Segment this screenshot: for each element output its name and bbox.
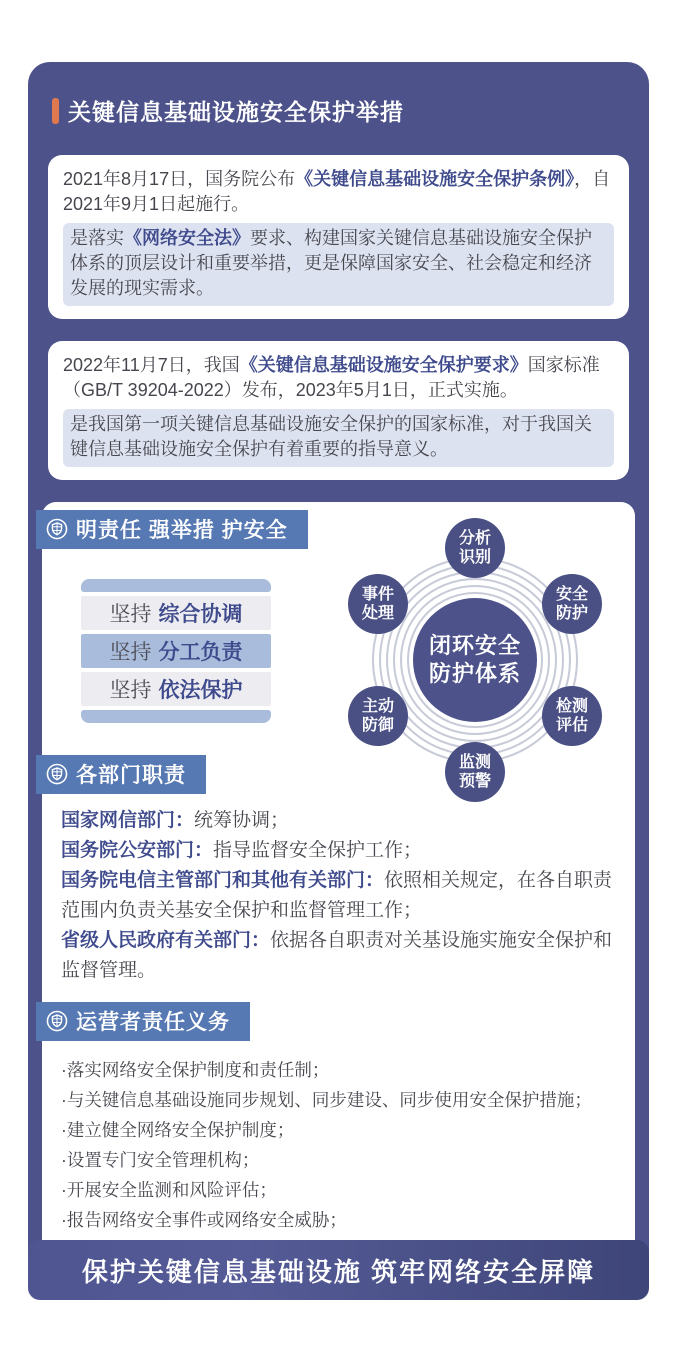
text-segment: 国家标准（GB/T 39204-2022）发布，2023年5月1日，正式实施。 [63,355,600,400]
standard-2022-card [48,341,629,480]
text-segment: 2021年8月17日，国务院公布 [63,169,296,189]
diagram-center-line: 防护体系 [428,661,521,686]
standard-title-text: 《关键信息基础设施安全保护要求》 [239,355,528,375]
duties-list [61,806,616,986]
regulation-2021-card [48,155,629,319]
node-line: 事件 [361,586,394,603]
principle-item [81,596,271,630]
obligation-item: ·建立健全网络安全保护制度； [61,1120,295,1140]
title-accent-bar [52,98,59,124]
poster-card [28,62,649,1297]
node-line: 监测 [458,754,491,771]
node-line: 预警 [458,773,491,790]
poster-header [52,94,629,127]
obligations-section [61,986,616,1265]
principle-prefix: 坚持 [109,603,152,626]
section-banner-obligations [36,1002,250,1041]
principle-label: 依法保护 [158,679,243,702]
section-banner-principles [36,510,308,549]
section-title: 运营者责任义务 [76,1011,230,1034]
section-title: 各部门职责 [76,764,186,787]
duty-item [61,926,616,986]
section-title: 明责任 强举措 护安全 [76,519,288,542]
node-line: 评估 [555,717,588,734]
obligation-item: ·与关键信息基础设施同步规划、同步建设、同步使用安全保护措施； [61,1090,592,1110]
duty-description: 依照相关规定，在各自职责范围内负责关基安全保护和监督管理工作； [61,870,613,921]
pills-top-bar [81,579,271,592]
diagram-node-monitor [445,742,505,802]
principle-label: 分工负责 [158,641,243,664]
node-line: 防御 [361,717,394,734]
text-segment: 2022年11月7日，我国 [63,355,240,375]
node-line: 检测 [555,698,588,715]
section-banner-duties [36,755,206,794]
shield-icon [46,518,68,540]
node-line: 防护 [555,605,588,622]
node-line: 主动 [361,698,394,715]
duty-description: 统筹协调； [194,810,290,831]
node-line: 安全 [555,586,588,603]
standard-2022-highlight [63,409,614,467]
diagram-node-analyze [445,518,505,578]
duty-department: 国务院电信主管部门和其他有关部门： [61,870,385,891]
duty-item [61,866,616,926]
obligations-list [61,1055,616,1265]
shield-icon [46,763,68,785]
standard-2022-text [63,353,614,403]
node-line: 分析 [458,530,491,547]
text-segment: 是我国第一项关键信息基础设施安全保护的国家标准，对于我国关键信息基础设施安全保护有着重要的指导意义。 [70,414,592,459]
principle-prefix: 坚持 [109,679,152,702]
principle-item [81,672,271,706]
page-title: 关键信息基础设施安全保护举措 [68,99,404,125]
regulation-2021-text [63,167,614,217]
text-segment: 是落实 [70,228,124,248]
duty-item [61,836,616,866]
law-title-text: 《网络安全法》 [124,228,250,248]
text-segment: ，自2021年9月1日起施行。 [63,169,611,214]
diagram-center [413,598,537,722]
obligation-item: ·落实网络安全保护制度和责任制； [61,1060,330,1080]
diagram-node-evaluate [542,686,602,746]
shield-icon [46,1010,68,1032]
diagram-node-incident [348,574,408,634]
duty-department: 国务院公安部门： [61,840,214,861]
obligation-item: ·报告网络安全事件或网络安全威胁； [61,1210,347,1230]
diagram-node-protect [542,574,602,634]
footer-slogan-bar [28,1240,649,1300]
footer-slogan: 保护关键信息基础设施 筑牢网络安全屏障 [81,1256,596,1287]
duty-department: 国家网信部门： [61,810,195,831]
closed-loop-diagram [325,510,625,810]
duty-department: 省级人民政府有关部门： [61,930,271,951]
law-title-text: 《关键信息基础设施安全保护条例》 [295,169,575,189]
obligation-item: ·开展安全监测和风险评估； [61,1180,277,1200]
node-line: 处理 [361,605,394,622]
duty-item [61,806,616,836]
duty-description: 指导监督安全保护工作； [213,840,423,861]
duty-description: 依据各自职责对关基设施实施安全保护和监督管理。 [61,930,613,981]
node-line: 识别 [458,549,491,566]
principle-label: 综合协调 [158,603,243,626]
regulation-2021-highlight [63,223,614,306]
diagram-center-line: 闭环安全 [428,633,521,658]
principle-item [81,634,271,668]
text-segment: 要求、构建国家关键信息基础设施安全保护体系的顶层设计和重要举措，更是保障国家安全、社会稳定和经济发展的现实需求。 [70,228,592,298]
principles-list [81,579,271,723]
main-panel [42,502,635,1281]
obligation-item: ·设置专门安全管理机构； [61,1150,260,1170]
diagram-node-defend [348,686,408,746]
principle-prefix: 坚持 [109,641,152,664]
pills-bottom-bar [81,710,271,723]
